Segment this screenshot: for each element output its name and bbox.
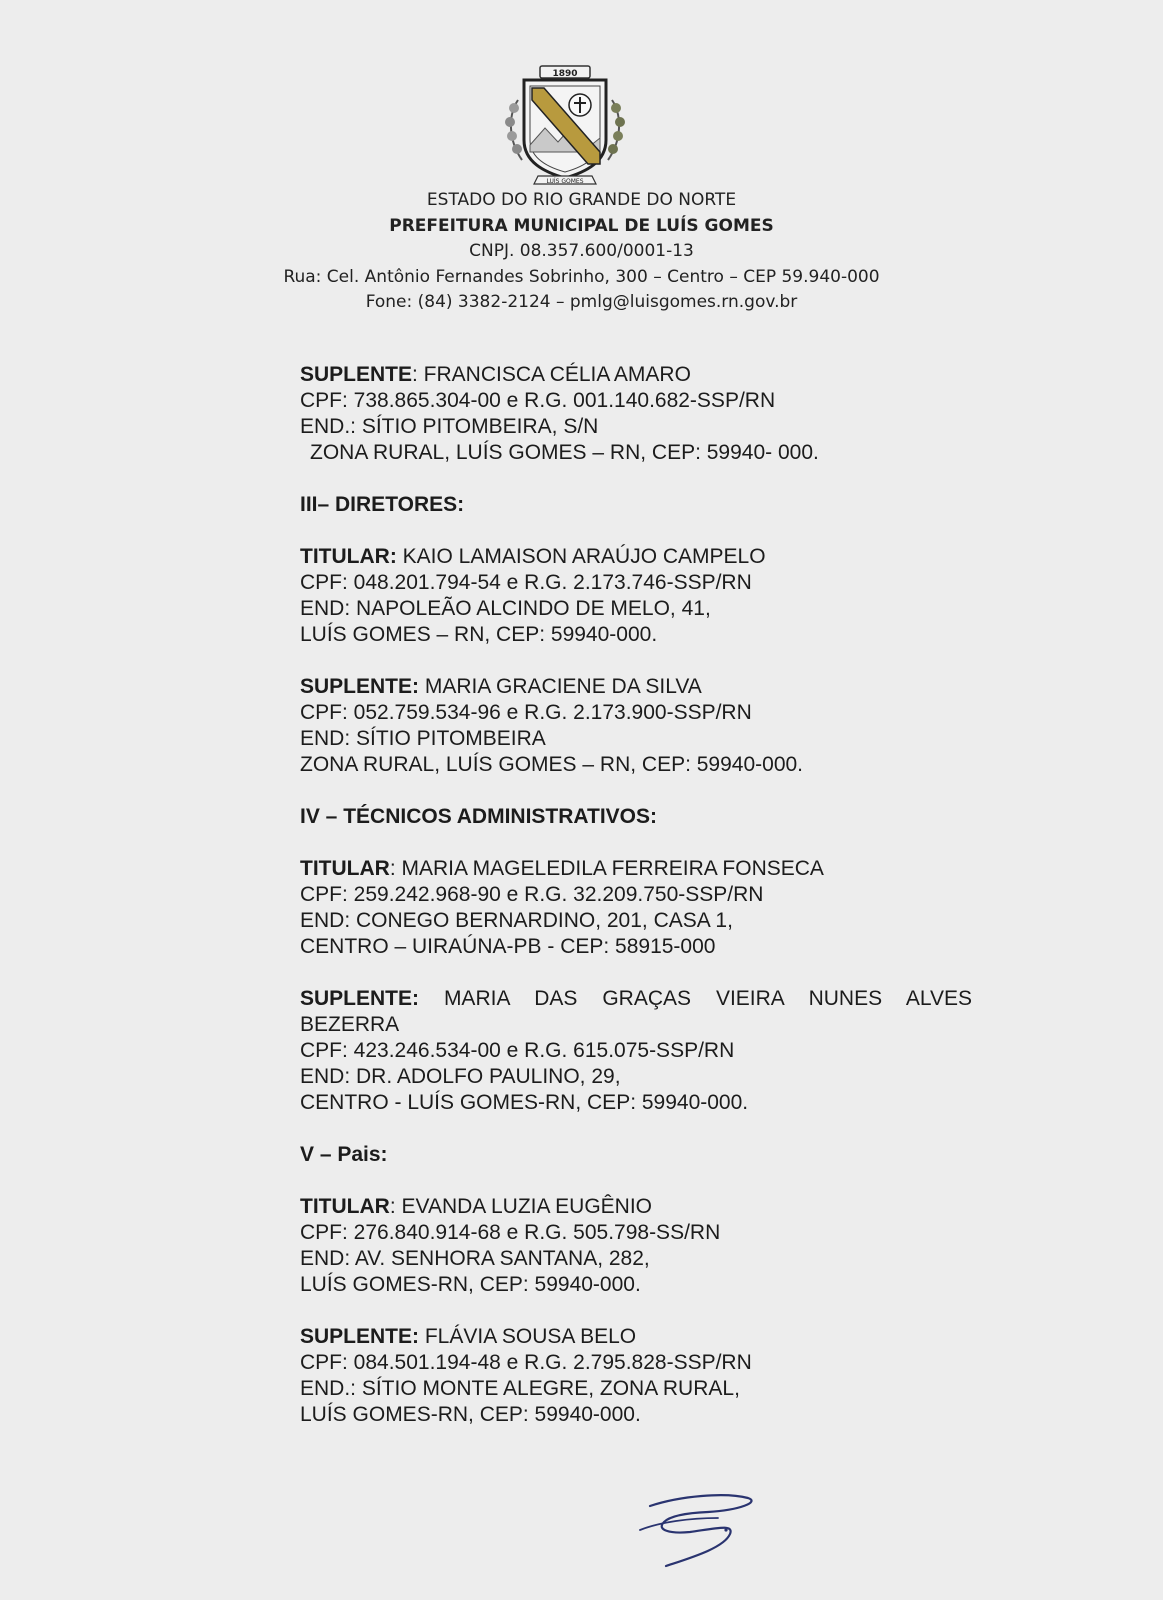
member-cpf: CPF: 052.759.534-96 e R.G. 2.173.900-SSP/RN (300, 701, 752, 724)
member-entry (300, 1194, 972, 1298)
member-address-line1: END: CONEGO BERNARDINO, 201, CASA 1, (300, 909, 733, 932)
member-role: SUPLENTE: (300, 1325, 420, 1348)
letterhead (0, 188, 1163, 316)
member-role: TITULAR: (300, 545, 397, 568)
signature-icon (630, 1488, 770, 1568)
member-address-line1: END: DR. ADOLFO PAULINO, 29, (300, 1065, 621, 1088)
prefeitura-name: PREFEITURA MUNICIPAL DE LUÍS GOMES (389, 215, 774, 236)
svg-text:1890: 1890 (552, 69, 578, 79)
state-name: ESTADO DO RIO GRANDE DO NORTE (426, 190, 737, 210)
member-cpf: CPF: 423.246.534-00 e R.G. 615.075-SSP/RN (300, 1039, 735, 1062)
member-address-line1: END.: SÍTIO MONTE ALEGRE, ZONA RURAL, (300, 1377, 740, 1400)
member-name-line (300, 856, 972, 882)
member-name: MARIA GRACIENE DA SILVA (419, 675, 702, 698)
member-address-line2: CENTRO – UIRAÚNA-PB - CEP: 58915-000 (300, 935, 716, 958)
member-name: KAIO LAMAISON ARAÚJO CAMPELO (396, 545, 766, 568)
member-cpf: CPF: 738.865.304-00 e R.G. 001.140.682-SSP/RN (300, 389, 776, 412)
member-address-line2: LUÍS GOMES – RN, CEP: 59940-000. (300, 623, 658, 646)
member-name: : FRANCISCA CÉLIA AMARO (412, 363, 691, 386)
cnpj: CNPJ. 08.357.600/0001-13 (469, 241, 694, 261)
member-cpf: CPF: 048.201.794-54 e R.G. 2.173.746-SSP/RN (300, 571, 752, 594)
member-address-line1: END: AV. SENHORA SANTANA, 282, (300, 1247, 650, 1270)
member-name-line (300, 986, 972, 1012)
member-name: MARIA DAS GRAÇAS VIEIRA NUNES ALVES (419, 987, 972, 1010)
member-entry (300, 1324, 972, 1428)
member-address-line1: END: SÍTIO PITOMBEIRA (300, 727, 546, 750)
member-name-line (300, 544, 972, 570)
member-address-line2: LUÍS GOMES-RN, CEP: 59940-000. (300, 1273, 641, 1296)
member-name-line (300, 674, 972, 700)
member-address-line1: END.: SÍTIO PITOMBEIRA, S/N (300, 415, 599, 438)
member-role: TITULAR (300, 1195, 390, 1218)
letterhead-address: Rua: Cel. Antônio Fernandes Sobrinho, 300 – Centro – CEP 59.940-000 (283, 266, 880, 287)
member-entry (300, 362, 972, 466)
member-entry (300, 986, 972, 1116)
member-name: : MARIA MAGELEDILA FERREIRA FONSECA (389, 857, 824, 880)
member-role: SUPLENTE: (300, 987, 420, 1010)
member-address-line2: ZONA RURAL, LUÍS GOMES – RN, CEP: 59940-000. (300, 753, 804, 776)
section-title: III– DIRETORES: (300, 493, 465, 516)
member-name-line (300, 1194, 972, 1220)
member-list (300, 362, 972, 1454)
member-role: SUPLENTE: (300, 675, 420, 698)
member-entry (300, 856, 972, 960)
section-title: V – Pais: (300, 1143, 388, 1166)
member-entry (300, 544, 972, 648)
member-address-line1: END: NAPOLEÃO ALCINDO DE MELO, 41, (300, 597, 711, 620)
member-name-continuation: BEZERRA (300, 1013, 400, 1036)
member-address-line2: ZONA RURAL, LUÍS GOMES – RN, CEP: 59940- 000. (310, 441, 819, 464)
member-name: FLÁVIA SOUSA BELO (419, 1325, 637, 1348)
member-name: : EVANDA LUZIA EUGÊNIO (389, 1195, 653, 1218)
letterhead-contact: Fone: (84) 3382-2124 – pmlg@luisgomes.rn.gov.br (365, 292, 798, 312)
member-cpf: CPF: 259.242.968-90 e R.G. 32.209.750-SSP/RN (300, 883, 764, 906)
municipal-crest-icon (500, 60, 630, 190)
member-name-line (300, 1324, 972, 1350)
section-title: IV – TÉCNICOS ADMINISTRATIVOS: (300, 805, 658, 828)
member-name-line (300, 362, 972, 388)
member-address-line2: CENTRO - LUÍS GOMES-RN, CEP: 59940-000. (300, 1091, 749, 1114)
member-role: SUPLENTE (300, 363, 413, 386)
member-cpf: CPF: 276.840.914-68 e R.G. 505.798-SS/RN (300, 1221, 721, 1244)
member-cpf: CPF: 084.501.194-48 e R.G. 2.795.828-SSP/RN (300, 1351, 752, 1374)
member-role: TITULAR (300, 857, 390, 880)
svg-text:LUÍS GOMES: LUÍS GOMES (546, 178, 584, 185)
member-entry (300, 674, 972, 778)
member-address-line2: LUÍS GOMES-RN, CEP: 59940-000. (300, 1403, 641, 1426)
